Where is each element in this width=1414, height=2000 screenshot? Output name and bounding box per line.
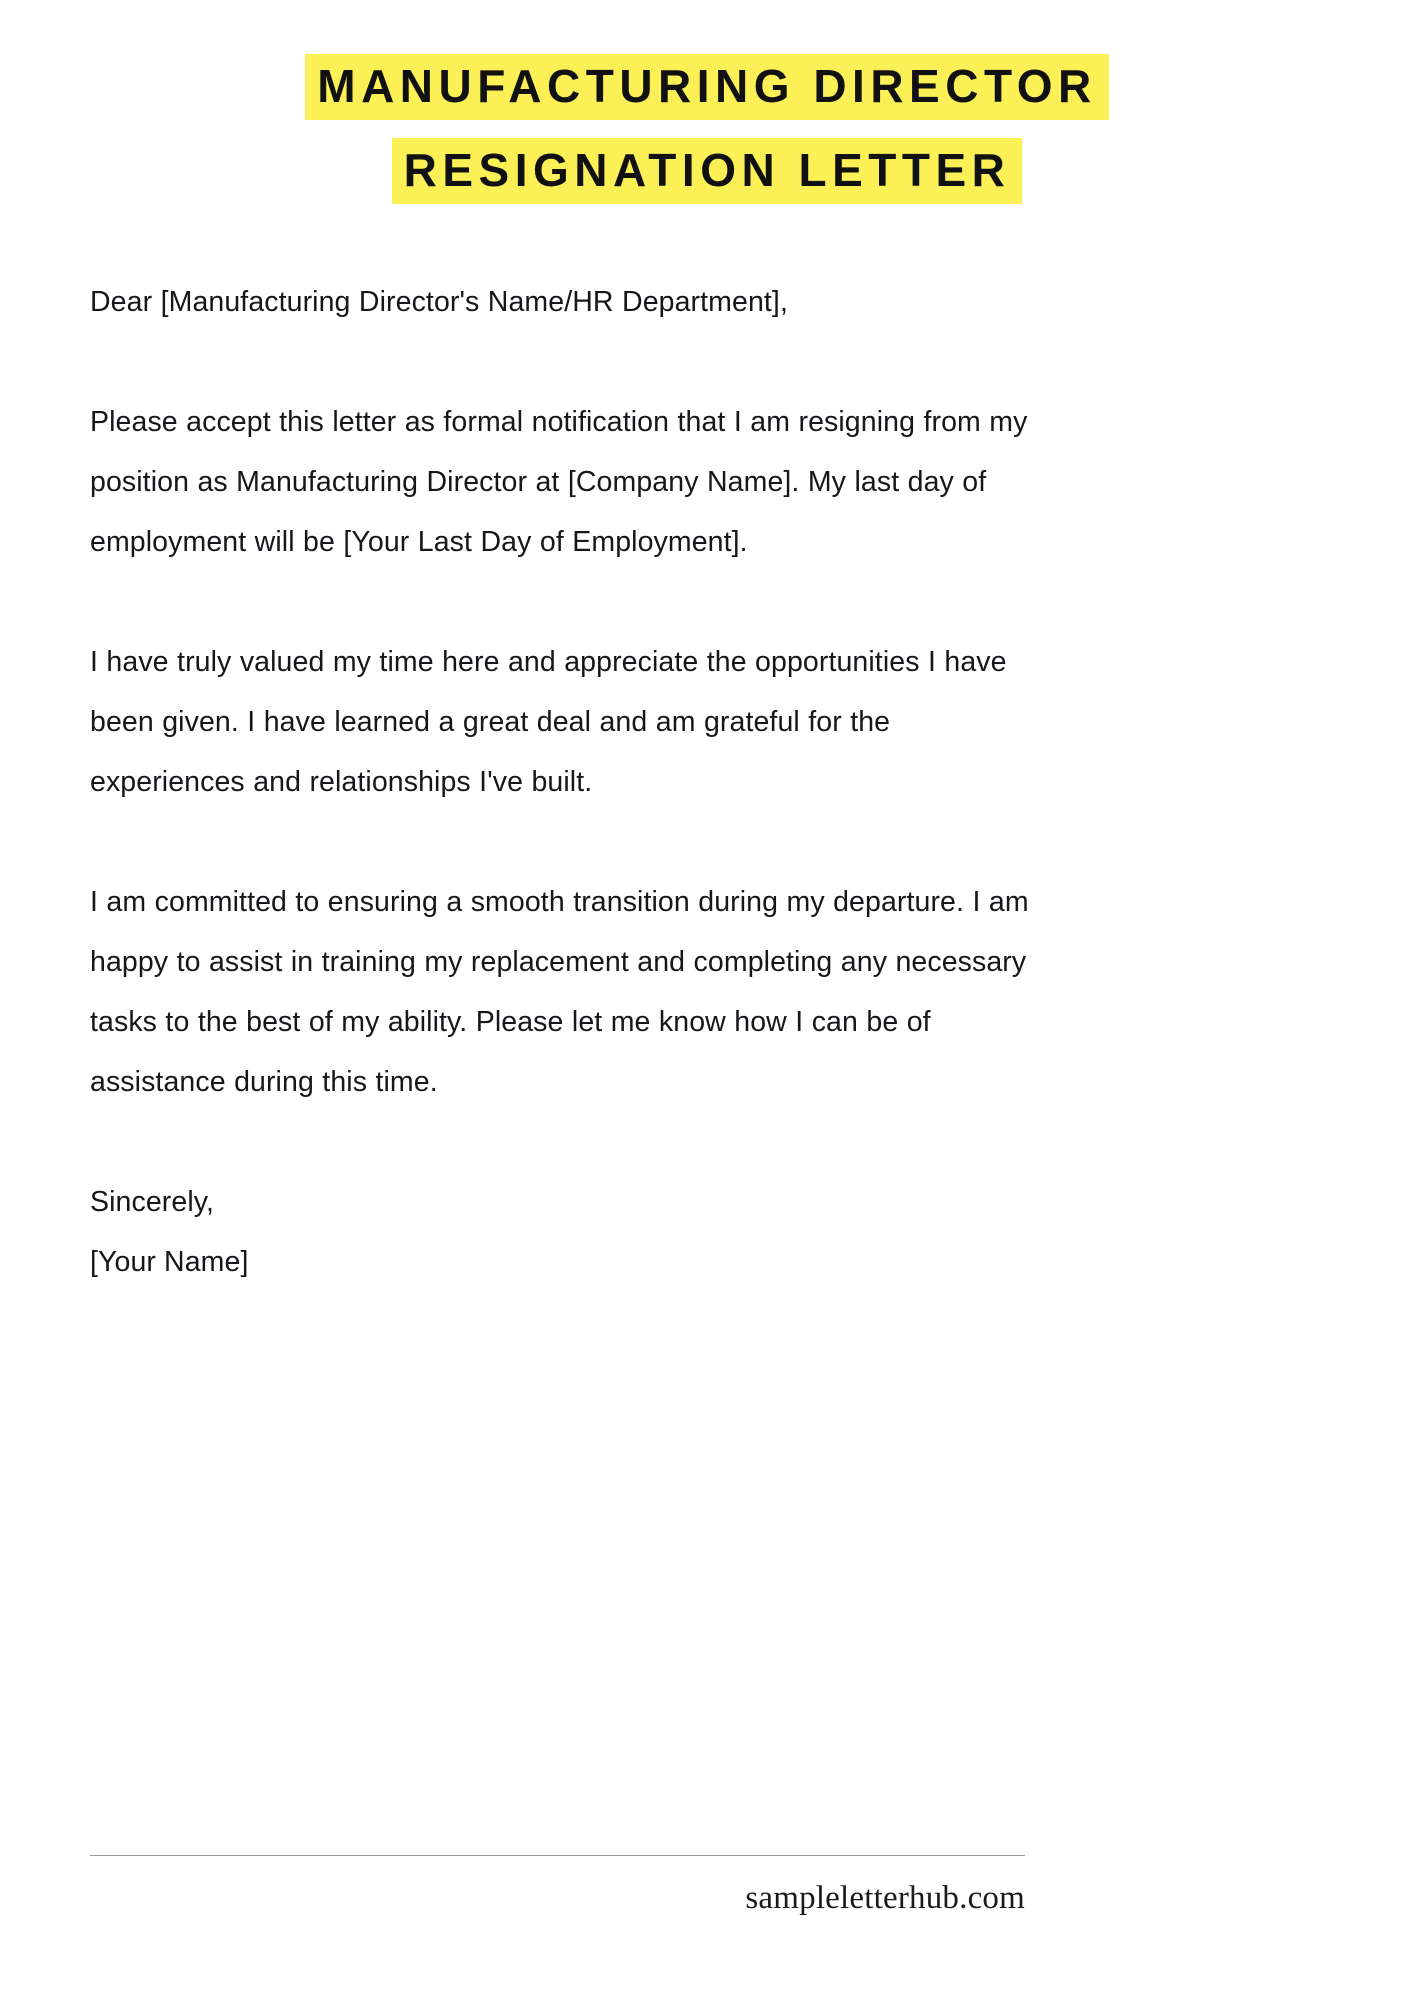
letter-signature-name: [Your Name] [90,1246,249,1278]
page-footer [90,1855,1025,1918]
footer-website-url: sampleletterhub.com [745,1880,1025,1916]
letter-paragraph-2: I have truly valued my time here and appreciate the opportunities I have been given. I have learned a great deal and am grateful for the experiences and relationships I've built. [90,646,1007,798]
title-line-1-text: MANUFACTURING DIRECTOR [305,54,1108,120]
page-title [0,50,1414,218]
title-line-1 [0,50,1414,134]
letter-paragraph-1: Please accept this letter as formal notification that I am resigning from my position as Manufacturing Director at [Company Name]. My last day of employment will be [Your Last Day of Employment]. [90,406,1028,558]
letter-body [90,272,1038,1292]
letter-paragraph-3: I am committed to ensuring a smooth transition during my departure. I am happy to assist in training my replacement and completing any necessary tasks to the best of my ability. Please let me know how I can be of assistance during this time. [90,886,1029,1098]
letter-salutation: Dear [Manufacturing Director's Name/HR Department], [90,286,788,318]
letter-closing: Sincerely, [90,1186,215,1218]
title-line-2-text: RESIGNATION LETTER [392,138,1023,204]
footer-divider [90,1855,1025,1856]
title-line-2 [0,134,1414,218]
